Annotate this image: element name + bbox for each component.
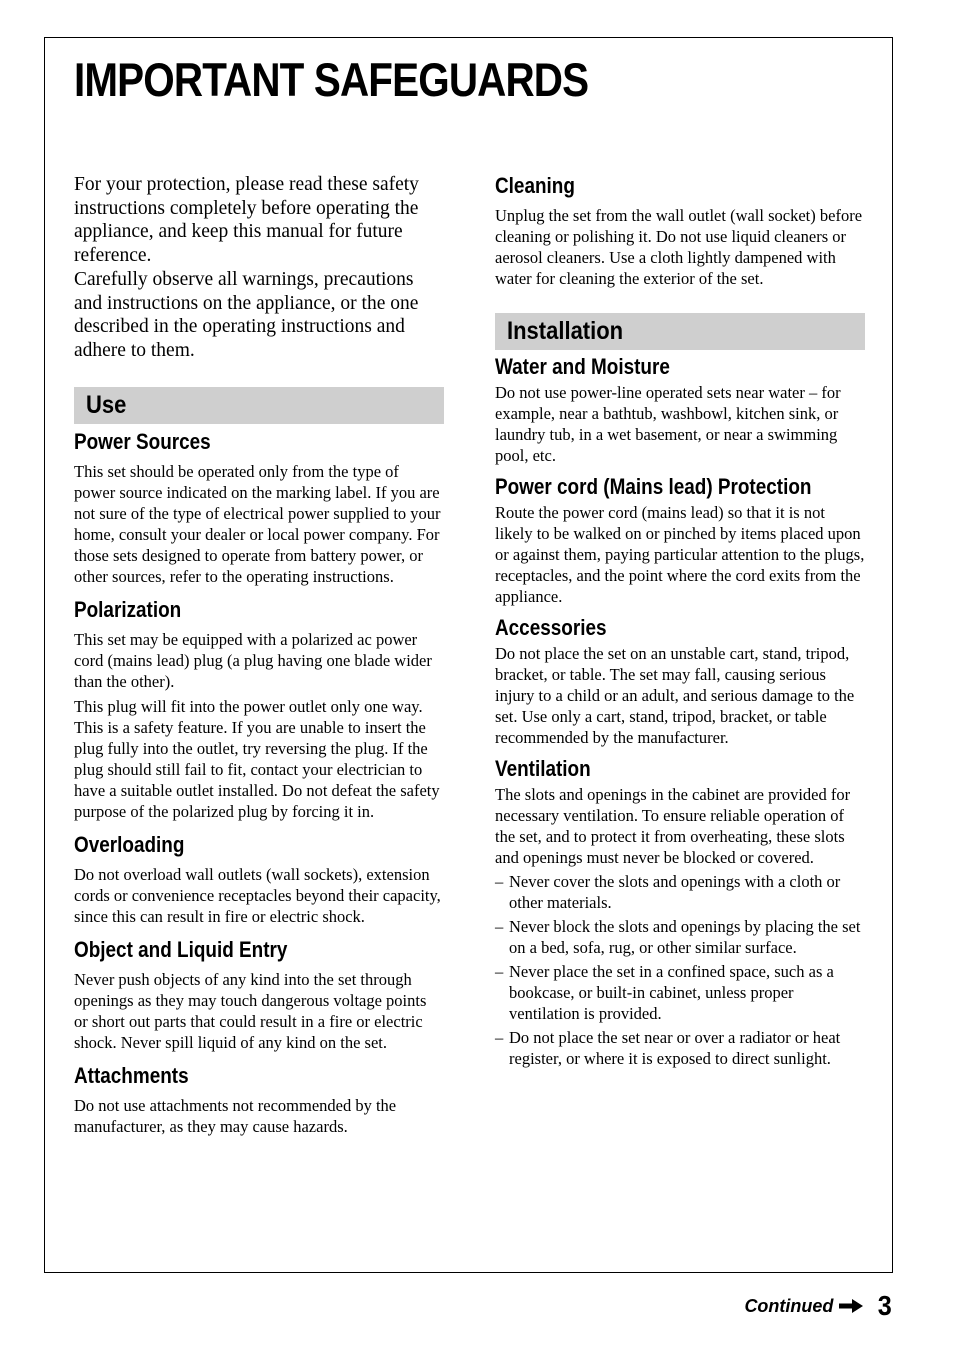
ventilation-heading: Ventilation [495,756,591,781]
object-liquid-entry-text: Never push objects of any kind into the set through openings as they may touch dangerous voltage points or short out parts that could result in a fire or electric shock. Never spill liquid of any kind on the set. [74,969,427,1052]
polarization-text-1: This set may be equipped with a polarized ac power cord (mains lead) plug (a plug having one blade wider than the other). [74,629,432,691]
ventilation-list [495,871,865,1069]
page-number: 3 [878,1290,893,1321]
list-item: – Never block the slots and openings by placing the set on a bed, sofa, rug, or other similar surface. [495,917,861,957]
power-cord-protection-text: Route the power cord (mains lead) so that it is not likely to be walked on or pinched by items placed upon or against them, paying particular attention to the plugs, receptacles, and the point where the cord exits from the appliance. [495,503,865,606]
list-item: – Do not place the set near or over a radiator or heat register, or where it is exposed to direct sunlight. [495,1028,841,1068]
continued-label: Continued [744,1295,834,1316]
intro-paragraph-1: For your protection, please read these safety instructions completely before operating the appliance, and keep this manual for future reference. [74,174,419,267]
page-footer [744,1290,893,1322]
cleaning-heading: Cleaning [495,173,575,198]
page-title: IMPORTANT SAFEGUARDS [74,53,589,106]
ventilation-text: The slots and openings in the cabinet are provided for necessary ventilation. To ensure reliable operation of the set, and to protect it from overheating, these slots and openings must never be blocked or covered. [495,785,851,867]
accessories-heading: Accessories [495,615,607,640]
section-use-heading: Use [74,387,444,424]
power-sources-text: This set should be operated only from the type of power source indicated on the marking label. If you are not sure of the type of electrical power supplied to your home, consult your dealer or local power company. For those sets designed to operate from battery power, or other sources, refer to the operating instructions. [74,461,441,586]
polarization-text-2: This plug will fit into the power outlet only one way. This is a safety feature. If you are unable to insert the plug fully into the outlet, try reversing the plug. If the plug should still fail to fit, contact your electrician to have a suitable outlet installed. Do not defeat the safety purpose of the polarized plug by forcing it in. [74,696,440,821]
left-column [74,173,444,1137]
section-installation-heading: Installation [495,313,865,350]
power-sources-heading: Power Sources [74,428,211,454]
cleaning-text: Unplug the set from the wall outlet (wall socket) before cleaning or polishing it. Do not use liquid cleaners or aerosol cleaners. Use a cloth lightly dampened with water for cleaning the exterior of the set. [495,206,863,288]
intro-paragraph-2: Carefully observe all warnings, precautions and instructions on the appliance, or the one described in the operating instructions and adhere to them. [74,268,419,361]
object-liquid-entry-heading: Object and Liquid Entry [74,936,288,962]
power-cord-protection-heading: Power cord (Mains lead) Protection [495,474,812,499]
water-moisture-heading: Water and Moisture [495,354,670,379]
polarization-heading: Polarization [74,596,182,622]
accessories-text: Do not place the set on an unstable cart, stand, tripod, bracket, or table. The set may fall, causing serious injury to a child or an adult, and serious damage to the set. Use only a cart, stand, tripod, bracket, or table recommended by the manufacturer. [495,644,855,747]
list-item: – Never place the set in a confined space, such as a bookcase, or built-in cabinet, unless proper ventilation is provided. [495,962,834,1023]
attachments-heading: Attachments [74,1062,189,1088]
attachments-text: Do not use attachments not recommended by the manufacturer, as they may cause hazards. [74,1095,397,1136]
right-column [495,173,865,1069]
overloading-heading: Overloading [74,831,185,857]
list-item: – Never cover the slots and openings with a cloth or other materials. [495,872,841,912]
overloading-text: Do not overload wall outlets (wall sockets), extension cords or convenience receptacles beyond their capacity, since this can result in fire or electric shock. [74,864,441,926]
water-moisture-text: Do not use power-line operated sets near water – for example, near a bathtub, washbowl, kitchen sink, or laundry tub, in a wet basement, or near a swimming pool, etc. [495,383,841,465]
arrow-right-icon [839,1299,863,1313]
